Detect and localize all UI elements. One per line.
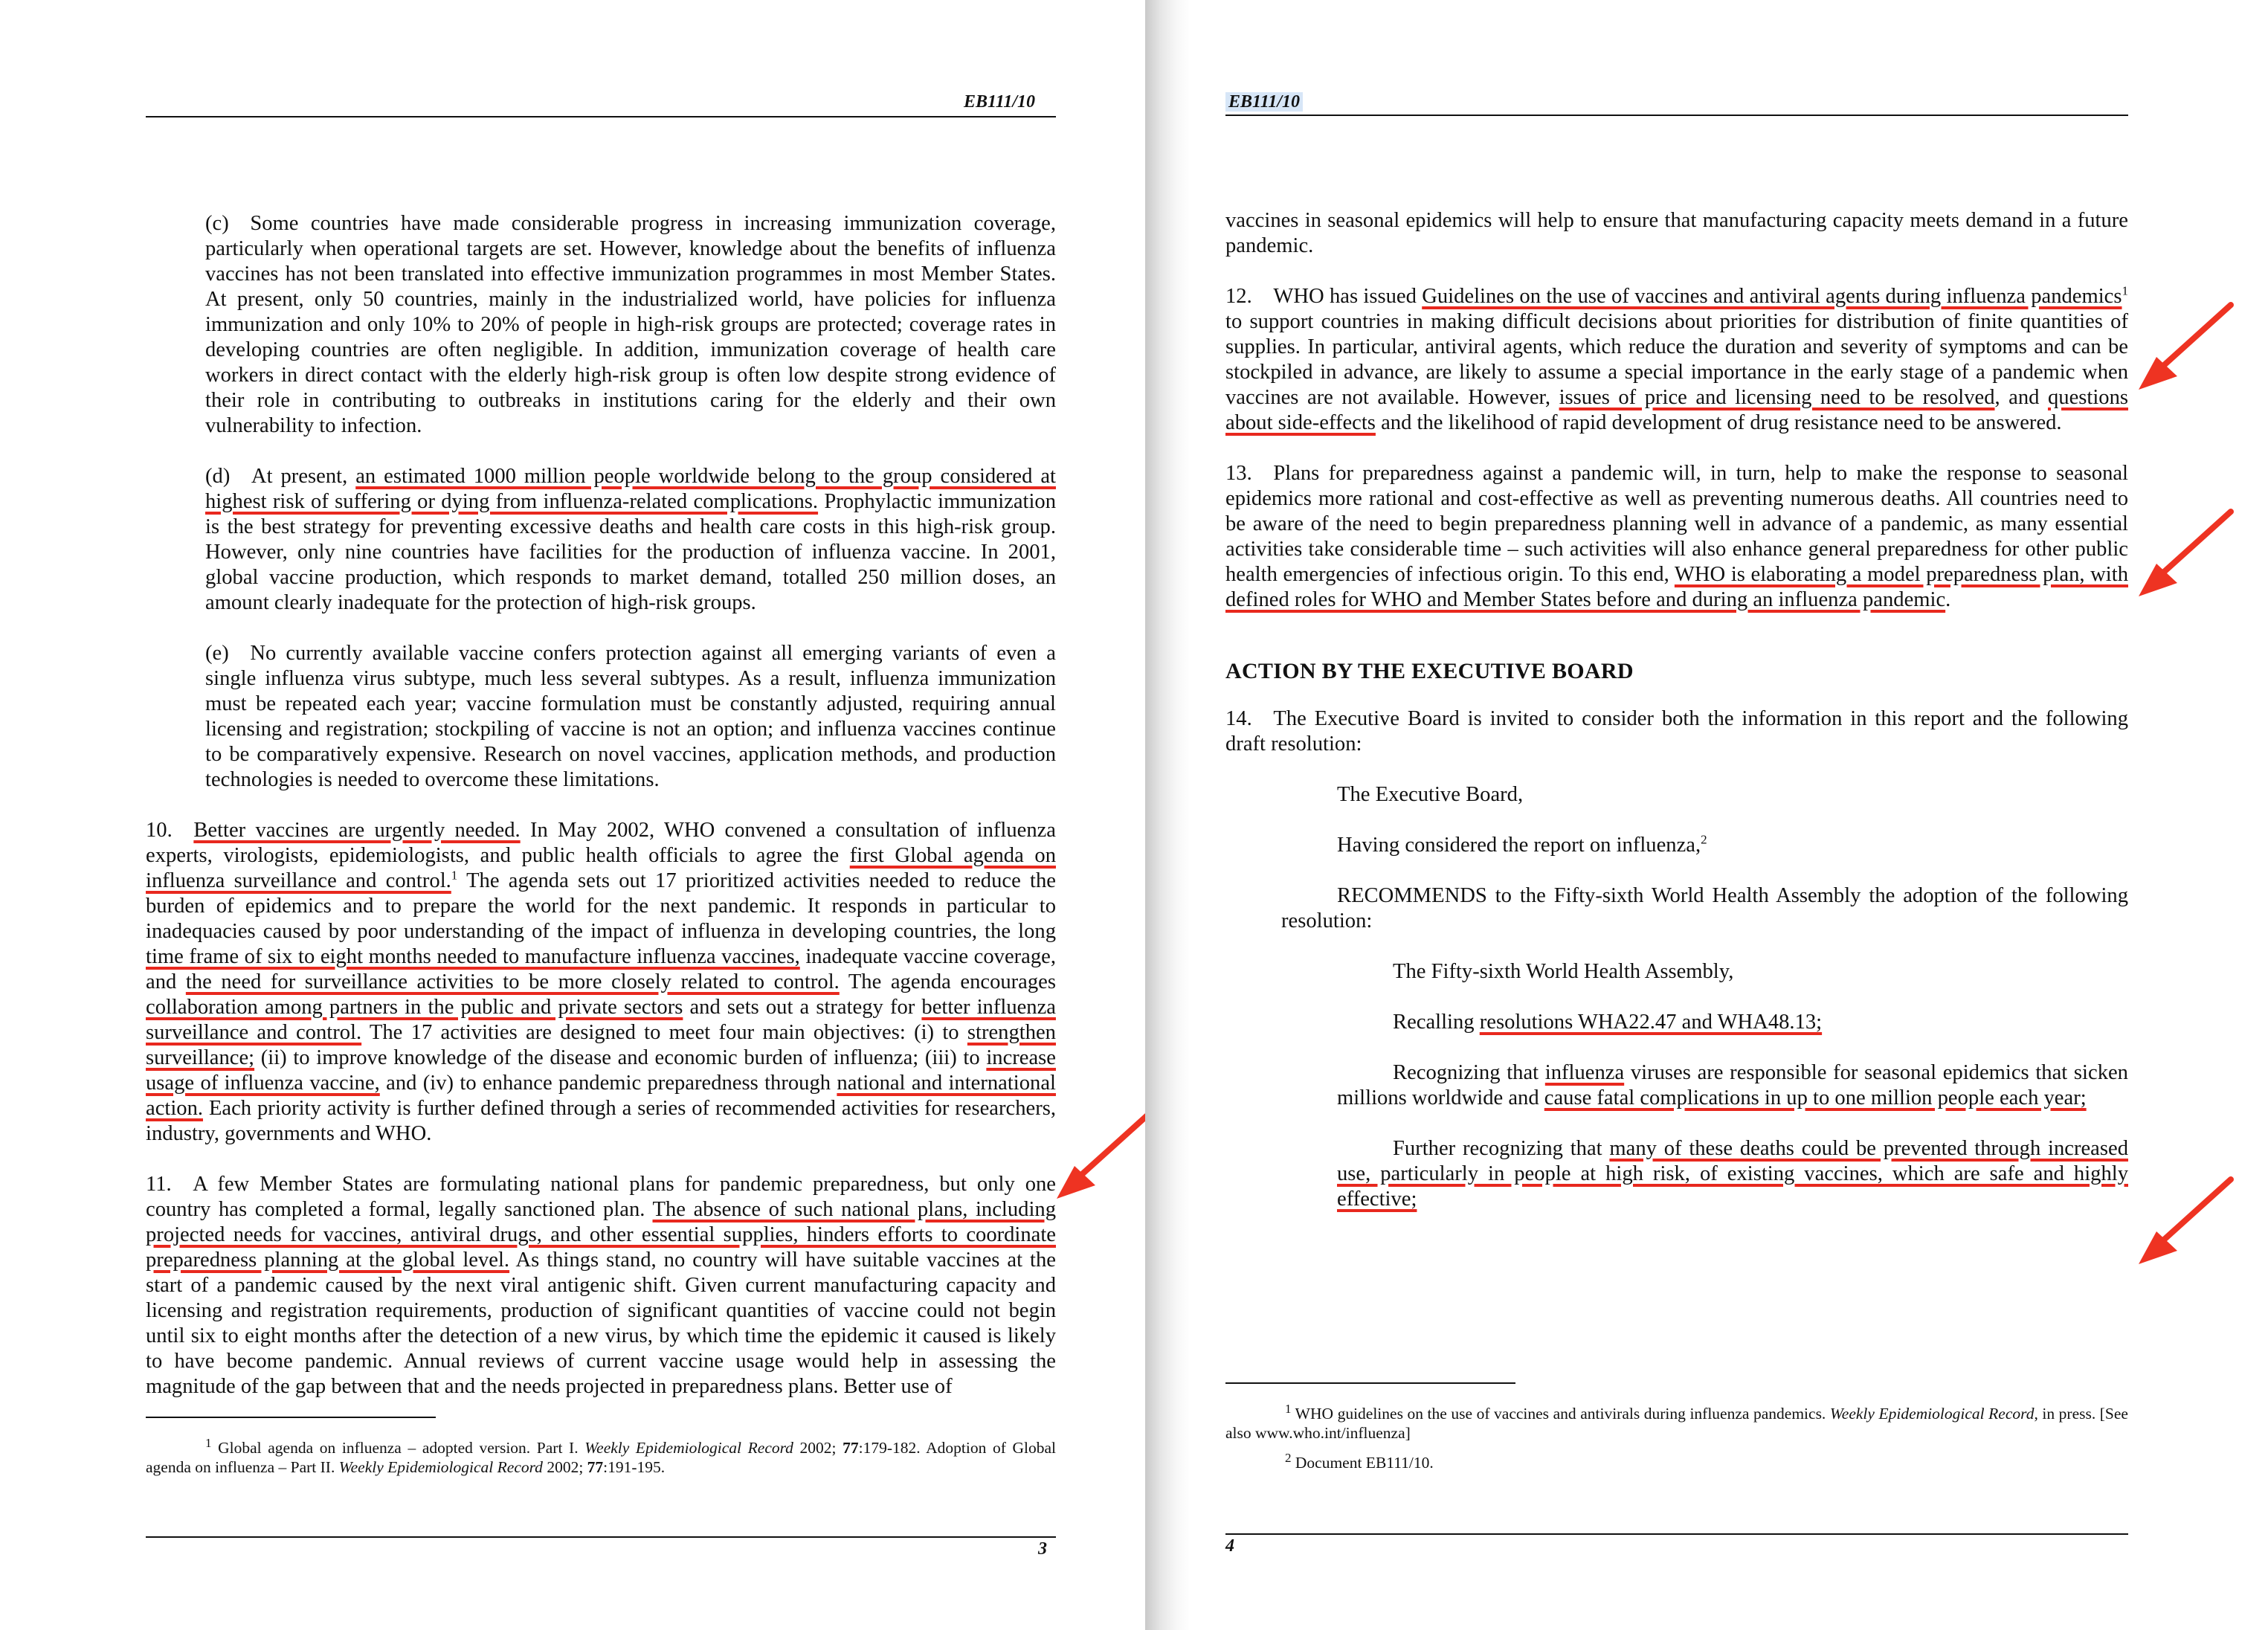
highlighted-text: better influenza surveillance and control.: [146, 996, 1056, 1044]
footnote-rule: [1225, 1382, 1515, 1384]
highlighted-text: issues of price and licensing need to be resolved: [1559, 386, 1995, 409]
highlighted-text: Better vaccines are urgently needed.: [193, 819, 521, 842]
section-heading: ACTION BY THE EXECUTIVE BOARD: [1225, 659, 1634, 683]
footnotes: [1225, 1401, 2128, 1480]
footnotes: [146, 1435, 1056, 1484]
footnote-1: $^1$ WHO guidelines on the use of vaccines and antivirals during influenza pandemics. Weekly Epidemiological Record, in press. [See also www.who.int/influenza]: [1225, 1401, 2128, 1442]
resolution-assembly: The Fifty-sixth World Health Assembly,: [1393, 960, 1734, 983]
paragraph-c: (c) Some countries have made considerable progress in increasing immunization coverage, particularly when operational targets are set. However, knowledge about the benefits of influenza vaccines has not been translated into effective immunization programmes in most Member States. At present, only 50 countries, mainly in the industrialized world, have policies for influenza immunization and only 10% to 20% of people in high-risk groups are protected; coverage rates in developing countries are often negligible. In addition, immunization coverage of health care workers in direct contact with the elderly high-risk group is often low despite strong evidence of their role in contributing to outbreaks in institutions caring for the elderly and their own vulnerability to infection.: [205, 212, 1056, 437]
header-rule: [146, 116, 1056, 117]
footnote-2: $^2$ Document EB111/10.: [1285, 1450, 1434, 1472]
paragraph-10: 10. Better vaccines are urgently needed. In May 2002, WHO convened a consultation of influenza experts, virologists, epidemiologists, and public health officials to agree the first Global agenda on influenza surveillance and control.$^1$ The agenda sets out 17 prioritized activities needed to reduce the burden of epidemics and to prepare the world for the next pandemic. It responds in particular to inadequacies caused by poor understanding of the impact of influenza in developing countries, the long time frame of six to eight months needed to manufacture influenza vaccines, inadequate vaccine coverage, and the need for surveillance activities to be more closely related to control. The agenda encourages collaboration among partners in the public and private sectors and sets out a strategy for better influenza surveillance and control. The 17 activities are designed to meet four main objectives: (i) to strengthen surveillance; (ii) to improve knowledge of the disease and economic burden of influenza; (iii) to increase usage of influenza vaccine, and (iv) to enhance pandemic preparedness through national and international action. Each priority activity is further defined through a series of recommended activities for researchers, industry, governments and WHO.: [146, 819, 1056, 1145]
resolution-board: The Executive Board,: [1337, 783, 1524, 806]
red-arrow-icon: [2134, 1173, 2238, 1270]
footnote-marker: 1: [2122, 283, 2129, 298]
resolution-recalling: Recalling resolutions WHA22.47 and WHA48.13;: [1393, 1011, 1823, 1034]
red-arrow-icon: [2134, 506, 2238, 602]
resolution-recognizing: Recognizing that influenza viruses are responsible for seasonal epidemics that sicken millions worldwide and cause fatal complications in up to one million people each year;: [1337, 1061, 2128, 1109]
resolution-recommends: RECOMMENDS to the Fifty-sixth World Health Assembly the adoption of the following resolution:: [1281, 884, 2128, 932]
highlighted-text: Guidelines on the use of vaccines and antiviral agents during influenza pandemics: [1422, 285, 2122, 308]
highlighted-text: strengthen surveillance;: [146, 1021, 1056, 1069]
page-header-code: EB111/10: [1225, 92, 1303, 112]
footnote-1: $^1$ Global agenda on influenza – adopted version. Part I. Weekly Epidemiological Record 2002; 77:179-182. Adoption of Global agenda on influenza – Part II. Weekly Epidemiological Record 2002; 77:191-195.: [146, 1435, 1056, 1476]
highlighted-text: first Global agenda on influenza surveillance and control.: [146, 844, 1056, 892]
right-page: [1145, 0, 2268, 1630]
resolution-further: Further recognizing that many of these deaths could be prevented through increased use, particularly in people at high risk, of existing vaccines, which are safe and highly effective;: [1337, 1137, 2128, 1211]
highlighted-text: cause fatal complications in up to one million people each year;: [1544, 1086, 2087, 1109]
paragraph-14: 14. The Executive Board is invited to consider both the information in this report and the following draft resolution:: [1225, 707, 2128, 756]
paragraph-d: (d) At present, an estimated 1000 million people worldwide belong to the group considered at highest risk of suffering or dying from influenza-related complications. Prophylactic immunization is the best strategy for preventing excessive deaths and health care costs in this high-risk group. However, only nine countries have facilities for the production of influenza vaccine. In 2001, global vaccine production, which responds to market demand, totalled 250 million doses, an amount clearly inadequate for the protection of high-risk groups.: [205, 465, 1056, 614]
highlighted-text: many of these deaths could be prevented through increased use, particularly in people at high risk, of existing vaccines, which are safe and highly effective;: [1337, 1137, 2128, 1211]
left-body-text: [146, 211, 1056, 1425]
right-body-text: [1225, 208, 2128, 1237]
page-number: 3: [1038, 1539, 1047, 1559]
page-header-code: EB111/10: [964, 92, 1036, 112]
footnote-marker: 1: [451, 868, 458, 883]
page-number: 4: [1225, 1536, 1234, 1556]
highlighted-text: increase usage of influenza vaccine,: [146, 1046, 1056, 1095]
highlighted-text: WHO is elaborating a model preparedness plan, with defined roles for WHO and Member States before and during an influenza pandemic: [1225, 563, 2128, 611]
highlighted-text: the need for surveillance activities to be more closely related to control.: [185, 970, 840, 993]
red-arrow-icon: [1052, 1108, 1156, 1205]
footer-rule: [1225, 1533, 2128, 1535]
highlighted-text: time frame of six to eight months needed to manufacture influenza vaccines,: [146, 945, 800, 968]
header-rule: [1225, 115, 2128, 116]
paragraph-e: (e) No currently available vaccine confers protection against all emerging variants of even a single influenza virus subtype, much less several subtypes. As a result, influenza immunization must be repeated each year; vaccine formulation must be constantly adjusted, requiring annual licensing and registration; stockpiling of vaccine is not an option; and influenza vaccines continue to be comparatively expensive. Research on novel vaccines, application methods, and production technologies is needed to overcome these limitations.: [205, 642, 1056, 791]
highlighted-text: national and international action.: [146, 1072, 1056, 1120]
highlighted-text: an estimated 1000 million people worldwide belong to the group considered at highest risk of suffering or dying from influenza-related complications.: [205, 465, 1056, 513]
highlighted-text: influenza: [1544, 1061, 1625, 1084]
red-arrow-icon: [2134, 299, 2238, 396]
paragraph-11: 11. A few Member States are formulating national plans for pandemic preparedness, but only one country has completed a formal, legally sanctioned plan. The absence of such national plans, including projected needs for vaccines, antiviral drugs, and other essential supplies, hinders efforts to coordinate preparedness planning at the global level. As things stand, no country will have suitable vaccines at the start of a pandemic caused by the next viral antigenic shift. Given current manufacturing capacity and licensing and registration requirements, production of significant quantities of vaccine could not begin until six to eight months after the detection of a new virus, by which time the epidemic it caused is likely to have become pandemic. Annual reviews of current vaccine usage would help in assessing the magnitude of the gap between that and the needs projected in preparedness plans. Better use of: [146, 1173, 1056, 1398]
footnote-rule: [146, 1417, 436, 1418]
paragraph-12: 12. WHO has issued Guidelines on the use of vaccines and antiviral agents during influenza pandemics$^1$ to support countries in making difficult decisions about priorities for distribution of finite quantities of supplies. In particular, antiviral agents, which reduce the duration and severity of symptoms and can be stockpiled in advance, are likely to assume a special importance in the early stage of a pandemic when vaccines are not available. However, issues of price and licensing need to be resolved, and questions about side-effects and the likelihood of rapid development of drug resistance need to be answered.: [1225, 283, 2129, 434]
highlighted-text: resolutions WHA22.47 and WHA48.13;: [1479, 1011, 1823, 1034]
resolution-considered: Having considered the report on influenza,$^2$: [1337, 832, 1707, 857]
paragraph-continued: vaccines in seasonal epidemics will help to ensure that manufacturing capacity meets demand in a future pandemic.: [1225, 209, 2128, 257]
highlighted-text: The absence of such national plans, including projected needs for vaccines, antiviral drugs, and other essential supplies, hinders efforts to coordinate preparedness planning at the global level.: [146, 1198, 1056, 1272]
footer-rule: [146, 1536, 1056, 1538]
paragraph-13: 13. Plans for preparedness against a pandemic will, in turn, help to make the response to seasonal epidemics more rational and cost-effective as well as preventing numerous deaths. All countries need to be aware of the need to begin preparedness planning well in advance of a pandemic, as many essential activities take considerable time – such activities will also enhance general preparedness for other public health emergencies of infectious origin. To this end, WHO is elaborating a model preparedness plan, with defined roles for WHO and Member States before and during an influenza pandemic.: [1225, 462, 2128, 611]
highlighted-text: questions about side-effects: [1225, 386, 2128, 434]
highlighted-text: collaboration among partners in the public and private sectors: [146, 996, 683, 1019]
